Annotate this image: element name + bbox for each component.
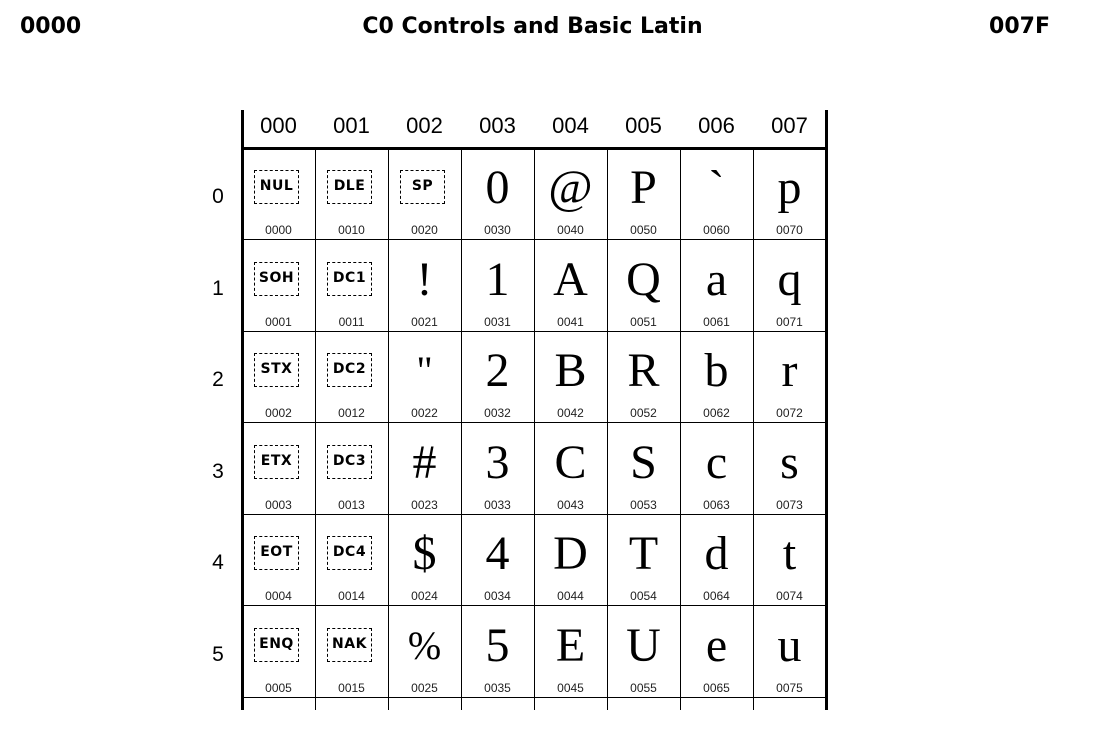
- code-point: 0054: [630, 589, 657, 603]
- char-cell: [753, 240, 826, 331]
- control-abbreviation: NUL: [254, 170, 299, 204]
- grid-line: [534, 148, 535, 710]
- grid-line: [825, 110, 828, 710]
- char-cell: [388, 514, 461, 605]
- char-glyph: u: [777, 618, 802, 672]
- column-header: 005: [625, 113, 662, 138]
- code-point: 0013: [338, 497, 365, 512]
- char-glyph: 3: [485, 435, 510, 489]
- char-cell: [461, 331, 534, 422]
- char-cell: [461, 423, 534, 514]
- code-point: 0030: [484, 223, 511, 237]
- char-cell: [388, 148, 461, 239]
- char-cell: [607, 514, 680, 605]
- code-point: 0050: [630, 223, 657, 237]
- grid-line: [242, 605, 826, 606]
- block-title: C0 Controls and Basic Latin: [362, 14, 703, 39]
- code-point: 0051: [630, 314, 657, 329]
- control-abbreviation: ETX: [254, 445, 299, 479]
- char-cell: [461, 240, 534, 331]
- code-point: 0040: [557, 223, 584, 237]
- code-point: 0052: [630, 406, 657, 420]
- code-point: 0015: [338, 680, 365, 695]
- row-header: 1: [212, 276, 224, 300]
- char-glyph: !: [416, 252, 433, 306]
- char-glyph: %: [407, 622, 442, 668]
- char-glyph: 5: [485, 618, 510, 672]
- grid-line: [315, 148, 316, 710]
- char-cell: [680, 423, 753, 514]
- column-header: 003: [479, 113, 516, 138]
- control-abbreviation: EOT: [254, 536, 299, 570]
- char-cell: [242, 331, 315, 422]
- control-abbreviation: DLE: [327, 170, 372, 204]
- char-cell: [607, 148, 680, 239]
- code-point: 0072: [776, 406, 803, 420]
- char-cell: [680, 148, 753, 239]
- code-point: 0034: [484, 589, 511, 603]
- code-point: 0075: [776, 680, 803, 695]
- code-point: 0021: [411, 314, 438, 329]
- code-point: 0041: [557, 314, 584, 329]
- char-cell: [753, 514, 826, 605]
- char-glyph: C: [554, 435, 587, 489]
- code-point: 0011: [338, 314, 365, 329]
- code-point: 0004: [265, 589, 292, 603]
- char-cell: [242, 423, 315, 514]
- code-point: 0060: [703, 223, 730, 237]
- grid-line: [242, 697, 826, 698]
- code-point: 0074: [776, 589, 803, 603]
- char-glyph: $: [412, 527, 437, 580]
- code-point: 0035: [484, 680, 511, 695]
- code-point: 0025: [411, 680, 438, 695]
- char-cell: [753, 148, 826, 239]
- char-glyph: P: [630, 161, 657, 214]
- code-point: 0022: [411, 406, 438, 420]
- grid-line: [241, 110, 244, 710]
- code-point: 0073: [776, 497, 803, 512]
- column-header: 001: [333, 113, 370, 138]
- column-header: 002: [406, 113, 443, 138]
- char-cell: [242, 148, 315, 239]
- char-cell: [461, 514, 534, 605]
- char-cell: [607, 606, 680, 697]
- grid-line: [753, 148, 754, 710]
- range-end: 007F: [989, 14, 1050, 39]
- row-header: 5: [212, 642, 224, 666]
- column-header: 004: [552, 113, 589, 138]
- grid-line: [388, 148, 389, 710]
- grid-line: [242, 514, 826, 515]
- code-point: 0033: [484, 497, 511, 512]
- char-glyph: #: [412, 435, 437, 489]
- char-cell: [461, 148, 534, 239]
- code-point: 0043: [557, 497, 584, 512]
- char-cell: [315, 240, 388, 331]
- char-glyph: s: [780, 435, 799, 489]
- code-point: 0001: [265, 314, 292, 329]
- char-cell: [680, 606, 753, 697]
- char-glyph: a: [705, 252, 728, 306]
- char-cell: [607, 240, 680, 331]
- char-cell: [680, 331, 753, 422]
- char-glyph: 1: [485, 252, 510, 306]
- char-cell: [388, 331, 461, 422]
- code-point: 0032: [484, 406, 511, 420]
- char-cell: [315, 514, 388, 605]
- char-glyph: c: [705, 435, 728, 489]
- code-point: 0042: [557, 406, 584, 420]
- control-abbreviation: DC1: [327, 262, 372, 296]
- code-point: 0010: [338, 223, 365, 237]
- char-cell: [242, 240, 315, 331]
- char-cell: [607, 423, 680, 514]
- char-cell: [315, 606, 388, 697]
- char-glyph: T: [628, 527, 659, 580]
- row-header: 2: [212, 368, 224, 391]
- code-point: 0003: [265, 497, 292, 512]
- code-point: 0005: [265, 680, 292, 695]
- grid-line: [461, 148, 462, 710]
- char-cell: [534, 423, 607, 514]
- column-header: 006: [698, 113, 735, 138]
- grid-line: [242, 147, 826, 150]
- char-glyph: e: [705, 618, 728, 672]
- char-cell: [315, 331, 388, 422]
- char-cell: [315, 423, 388, 514]
- row-header: 4: [212, 551, 224, 574]
- control-abbreviation: STX: [254, 353, 299, 387]
- char-glyph: 0: [485, 161, 510, 214]
- char-cell: [753, 423, 826, 514]
- code-point: 0064: [703, 589, 730, 603]
- char-glyph: S: [630, 435, 657, 489]
- char-glyph: t: [782, 527, 797, 580]
- char-glyph: R: [627, 344, 660, 397]
- control-abbreviation: SOH: [254, 262, 299, 296]
- code-point: 0002: [265, 406, 292, 420]
- code-point: 0070: [776, 223, 803, 237]
- char-cell: [388, 423, 461, 514]
- char-glyph: U: [626, 618, 661, 672]
- char-glyph: d: [704, 527, 729, 580]
- control-abbreviation: DC2: [327, 353, 372, 387]
- grid-line: [607, 148, 608, 710]
- char-cell: [315, 148, 388, 239]
- char-glyph: b: [704, 344, 729, 397]
- code-point: 0071: [776, 314, 803, 329]
- control-abbreviation: DC3: [327, 445, 372, 479]
- char-cell: [680, 240, 753, 331]
- control-abbreviation: DC4: [327, 536, 372, 570]
- code-point: 0061: [703, 314, 730, 329]
- char-cell: [534, 331, 607, 422]
- char-glyph: ": [416, 348, 433, 393]
- column-header: 000: [260, 113, 297, 138]
- grid-line: [242, 239, 826, 240]
- code-point: 0065: [703, 680, 730, 695]
- grid-line: [242, 422, 826, 423]
- code-point: 0023: [411, 497, 438, 512]
- code-point: 0014: [338, 589, 365, 603]
- char-glyph: 4: [485, 527, 510, 580]
- char-glyph: @: [548, 161, 593, 214]
- column-header: 007: [771, 113, 808, 138]
- code-point: 0062: [703, 406, 730, 420]
- range-start: 0000: [20, 14, 82, 39]
- code-point: 0000: [265, 223, 292, 237]
- char-cell: [388, 240, 461, 331]
- code-point: 0012: [338, 406, 365, 420]
- char-glyph: `: [708, 161, 725, 214]
- code-point: 0055: [630, 680, 657, 695]
- char-glyph: 2: [485, 344, 510, 397]
- char-cell: [534, 148, 607, 239]
- grid-line: [242, 331, 826, 332]
- char-glyph: r: [781, 344, 798, 397]
- char-glyph: q: [777, 252, 802, 306]
- char-cell: [534, 514, 607, 605]
- char-cell: [388, 606, 461, 697]
- char-glyph: Q: [626, 252, 661, 306]
- code-point: 0044: [557, 589, 584, 603]
- char-cell: [534, 240, 607, 331]
- char-cell: [607, 331, 680, 422]
- char-cell: [753, 606, 826, 697]
- char-cell: [242, 606, 315, 697]
- char-cell: [680, 514, 753, 605]
- code-point: 0063: [703, 497, 730, 512]
- grid-line: [680, 148, 681, 710]
- char-cell: [753, 331, 826, 422]
- code-point: 0031: [484, 314, 511, 329]
- char-cell: [534, 606, 607, 697]
- code-point: 0020: [411, 223, 438, 237]
- row-header: 3: [212, 459, 224, 483]
- char-glyph: p: [777, 161, 802, 214]
- code-point: 0024: [411, 589, 438, 603]
- char-glyph: A: [553, 252, 588, 306]
- char-cell: [242, 514, 315, 605]
- code-point: 0045: [557, 680, 584, 695]
- row-header: 0: [212, 185, 224, 208]
- control-abbreviation: NAK: [327, 628, 372, 662]
- char-glyph: B: [554, 344, 587, 397]
- char-cell: [461, 606, 534, 697]
- code-point: 0053: [630, 497, 657, 512]
- control-abbreviation: ENQ: [254, 628, 299, 662]
- control-abbreviation: SP: [400, 170, 445, 204]
- char-glyph: E: [555, 618, 586, 672]
- char-glyph: D: [553, 527, 588, 580]
